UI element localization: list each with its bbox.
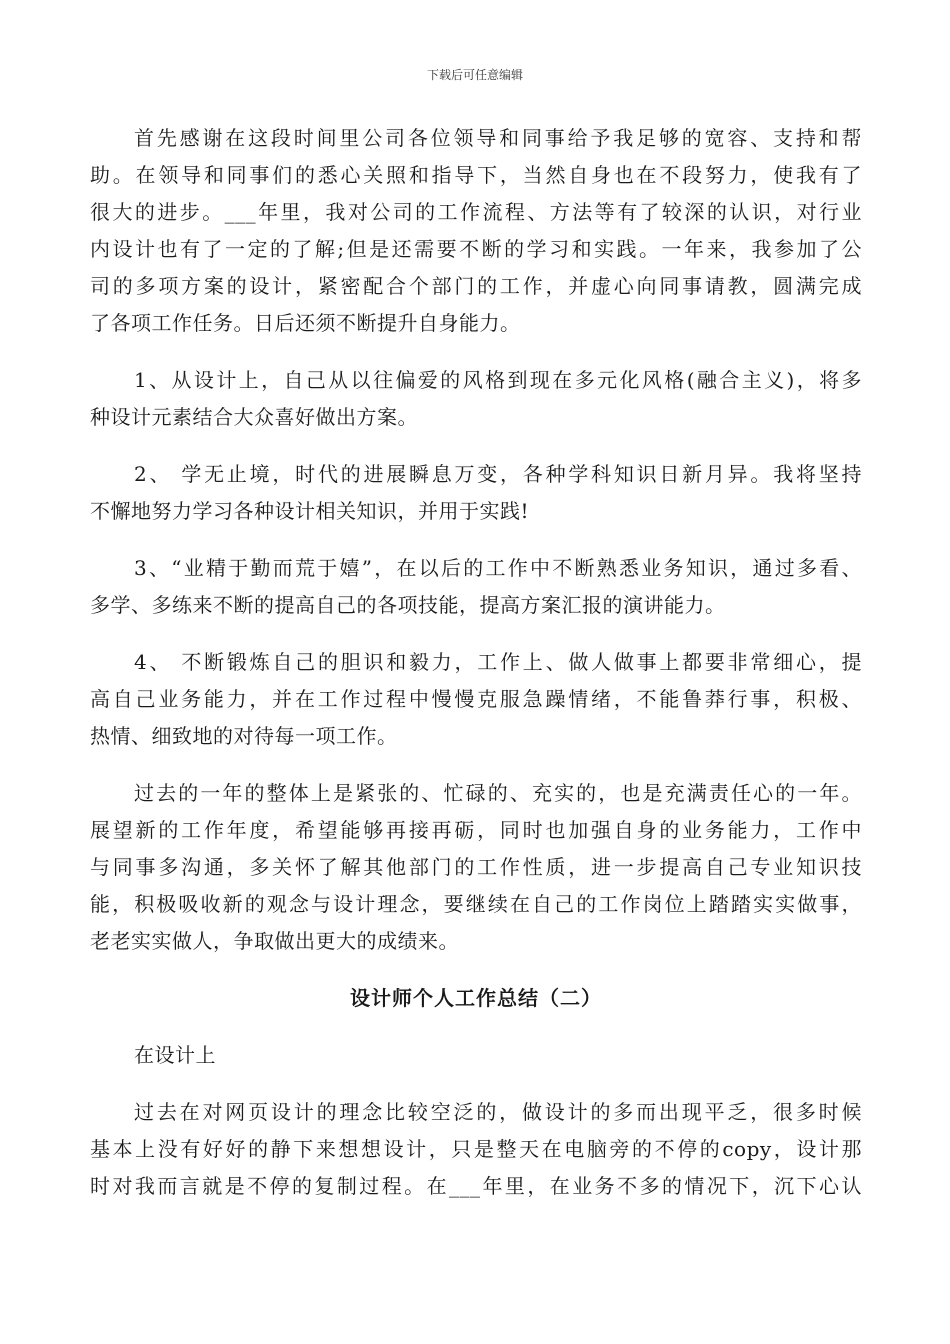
- text-line: 过去在对网页设计的理念比较空泛的，做设计的多而出现平乏，很多时候: [134, 1100, 862, 1124]
- paragraph-design: [90, 1094, 862, 1205]
- subsection-label: [90, 1037, 862, 1074]
- paragraph-intro: [90, 120, 862, 342]
- text-line: 首先感谢在这段时间里公司各位领导和同事给予我足够的宽容、支持和帮: [134, 126, 862, 150]
- document-body: [90, 120, 862, 1225]
- page-header-note: 下载后可任意编辑: [426, 68, 523, 82]
- paragraph-summary: [90, 775, 862, 960]
- text-line: 3、“业精于勤而荒于嬉”，在以后的工作中不断熟悉业务知识，通过多看、: [134, 556, 862, 580]
- text-line: 1、从设计上，自己从以往偏爱的风格到现在多元化风格(融合主义)，将多: [134, 368, 862, 392]
- text-line: 了各项工作任务。日后还须不断提升自身能力。: [90, 311, 521, 335]
- text-line: 2、 学无止境，时代的进展瞬息万变，各种学科知识日新月异。我将坚持: [134, 462, 862, 486]
- text-line: 高自己业务能力，并在工作过程中慢慢克服急躁情绪，不能鲁莽行事，积极、: [90, 687, 862, 711]
- text-line: 基本上没有好好的静下来想想设计，只是整天在电脑旁的不停的copy，设计那: [90, 1137, 862, 1161]
- text-line: 不懈地努力学习各种设计相关知识，并用于实践!: [90, 499, 530, 523]
- text-line: 展望新的工作年度，希望能够再接再砺，同时也加强自身的业务能力，工作中: [90, 818, 862, 842]
- text-line: 4、 不断锻炼自己的胆识和毅力，工作上、做人做事上都要非常细心，提: [134, 650, 862, 674]
- text-line: 内设计也有了一定的了解;但是还需要不断的学习和实践。一年来，我参加了公: [90, 237, 862, 261]
- text-line: 种设计元素结合大众喜好做出方案。: [90, 405, 418, 429]
- paragraph-item-3: [90, 550, 862, 624]
- text-line: 与同事多沟通，多关怀了解其他部门的工作性质，进一步提高自己专业知识技: [90, 855, 862, 879]
- text-line: 热情、细致地的对待每一项工作。: [90, 724, 398, 748]
- text-line: 很大的进步。___年里，我对公司的工作流程、方法等有了较深的认识，对行业: [90, 200, 862, 224]
- text-line: 过去的一年的整体上是紧张的、忙碌的、充实的，也是充满责任心的一年。: [134, 781, 862, 805]
- paragraph-item-4: [90, 644, 862, 755]
- text-line: 多学、多练来不断的提高自己的各项技能，提高方案汇报的演讲能力。: [90, 593, 726, 617]
- paragraph-item-2: [90, 456, 862, 530]
- text-line: 司的多项方案的设计，紧密配合个部门的工作，并虚心向同事请教，圆满完成: [90, 274, 862, 298]
- text-line: 能，积极吸收新的观念与设计理念，要继续在自己的工作岗位上踏踏实实做事，: [90, 892, 862, 916]
- text-line: 在设计上: [134, 1043, 216, 1067]
- text-line: 时对我而言就是不停的复制过程。在___年里，在业务不多的情况下，沉下心认: [90, 1174, 862, 1198]
- section-title: 设计师个人工作总结（二）: [350, 986, 602, 1010]
- text-line: 助。在领导和同事们的悉心关照和指导下，当然自身也在不段努力，使我有了: [90, 163, 862, 187]
- paragraph-item-1: [90, 362, 862, 436]
- text-line: 老老实实做人，争取做出更大的成绩来。: [90, 929, 459, 953]
